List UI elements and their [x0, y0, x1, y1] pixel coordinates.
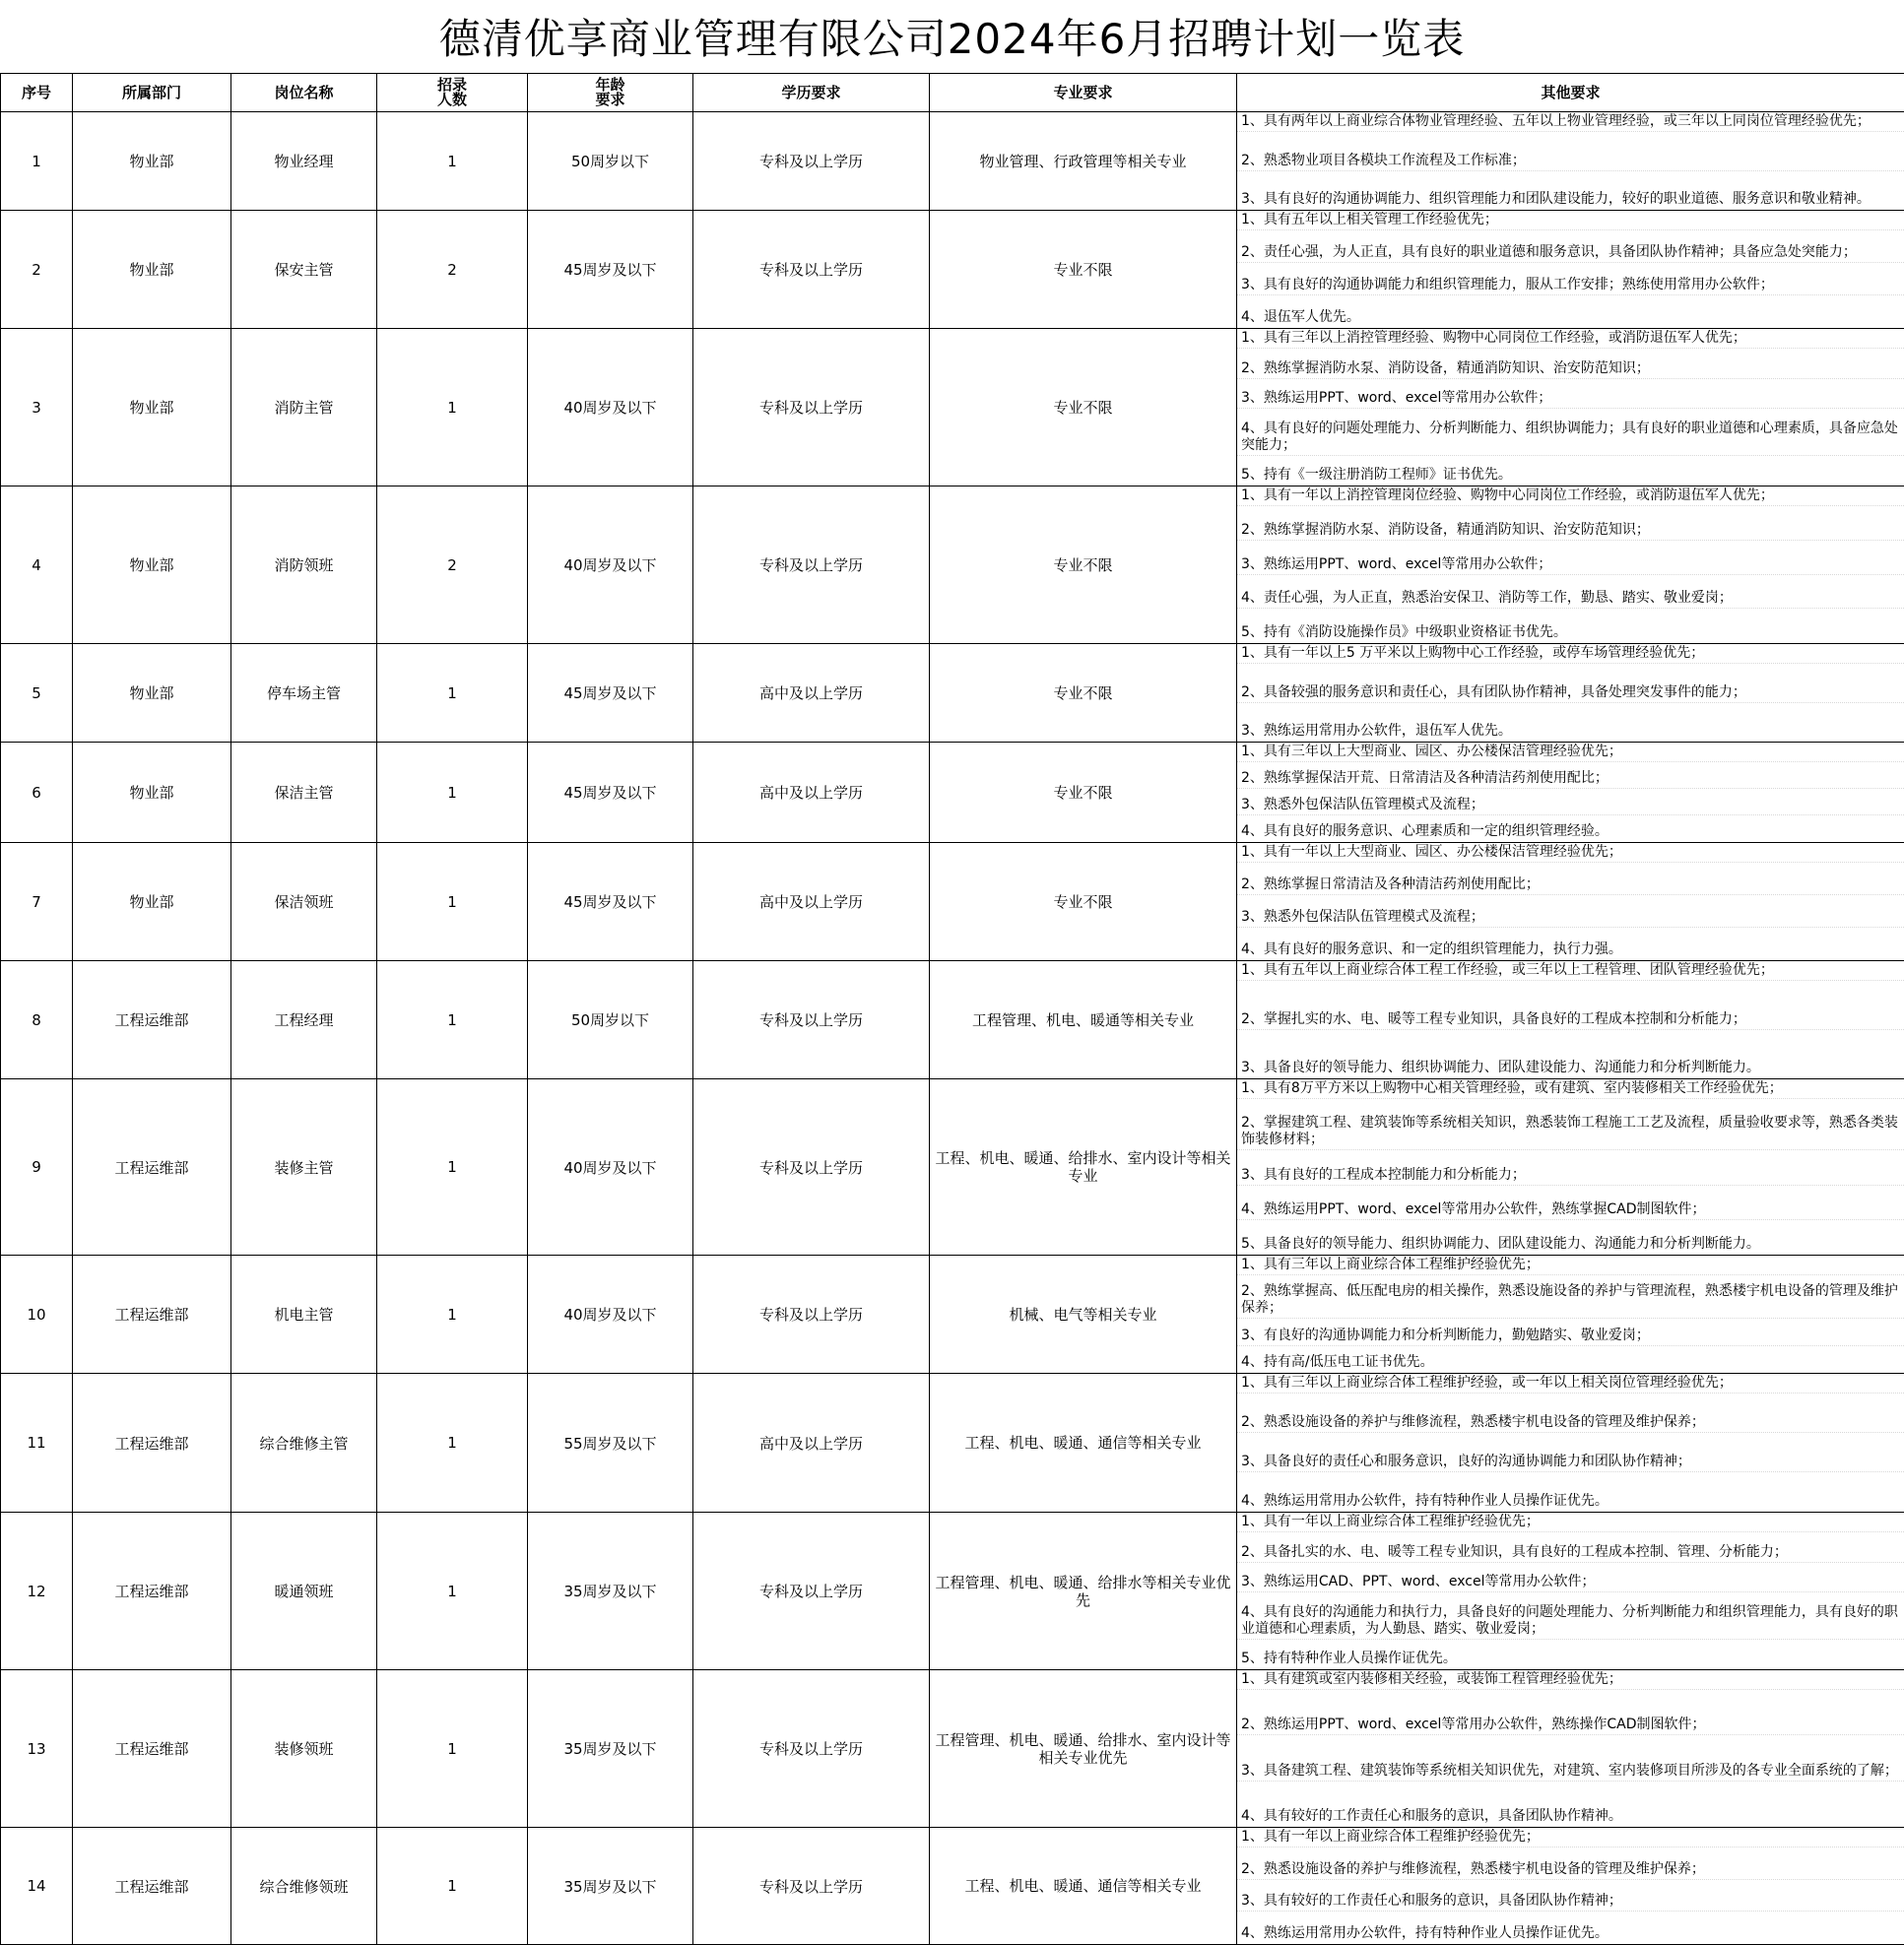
cell-seq: 12: [1, 1513, 73, 1670]
cell-major: 工程管理、机电、暖通、给排水、室内设计等相关专业优先: [930, 1670, 1237, 1828]
requirement-item: 4、具有良好的服务意识、心理素质和一定的组织管理经验。: [1237, 822, 1904, 841]
cell-dept: 工程运维部: [73, 1256, 231, 1374]
table-row: [1, 211, 1904, 329]
cell-edu: 专科及以上学历: [693, 329, 930, 486]
cell-age: 40周岁及以下: [528, 1256, 693, 1374]
cell-other: [1237, 112, 1904, 211]
requirement-item: 1、具有一年以上5 万平米以上购物中心工作经验，或停车场管理经验优先；: [1237, 644, 1904, 664]
requirement-item: 1、具有五年以上商业综合体工程工作经验，或三年以上工程管理、团队管理经验优先；: [1237, 961, 1904, 981]
cell-post: 装修领班: [231, 1670, 377, 1828]
requirements-list: [1237, 1513, 1904, 1668]
cell-post: 综合维修领班: [231, 1828, 377, 1945]
cell-seq: 1: [1, 112, 73, 211]
requirement-item: 2、掌握建筑工程、建筑装饰等系统相关知识，熟悉装饰工程施工工艺及流程，质量验收要求等，熟悉各类装饰装修材料；: [1237, 1114, 1904, 1150]
cell-count: 1: [377, 1828, 528, 1945]
cell-seq: 2: [1, 211, 73, 329]
cell-major: 物业管理、行政管理等相关专业: [930, 112, 1237, 211]
cell-seq: 3: [1, 329, 73, 486]
cell-count: 2: [377, 211, 528, 329]
cell-dept: 物业部: [73, 743, 231, 843]
cell-seq: 14: [1, 1828, 73, 1945]
cell-other: [1237, 211, 1904, 329]
cell-other: [1237, 329, 1904, 486]
cell-other: [1237, 1256, 1904, 1374]
cell-edu: 专科及以上学历: [693, 1079, 930, 1256]
cell-major: 工程、机电、暖通、通信等相关专业: [930, 1828, 1237, 1945]
requirement-item: 1、具有一年以上商业综合体工程维护经验优先；: [1237, 1513, 1904, 1532]
requirement-item: 1、具有三年以上商业综合体工程维护经验，或一年以上相关岗位管理经验优先；: [1237, 1374, 1904, 1394]
requirement-item: 3、熟练运用常用办公软件，退伍军人优先。: [1237, 722, 1904, 741]
table-row: [1, 486, 1904, 644]
cell-edu: 专科及以上学历: [693, 112, 930, 211]
requirement-item: 4、熟练运用常用办公软件，持有特种作业人员操作证优先。: [1237, 1492, 1904, 1511]
cell-major: 专业不限: [930, 211, 1237, 329]
requirement-item: 4、熟练运用PPT、word、excel等常用办公软件，熟练掌握CAD制图软件；: [1237, 1200, 1904, 1220]
requirement-item: 5、持有特种作业人员操作证优先。: [1237, 1650, 1904, 1668]
requirement-item: 4、具有良好的服务意识、和一定的组织管理能力，执行力强。: [1237, 940, 1904, 959]
cell-other: [1237, 644, 1904, 743]
page-title: 德清优享商业管理有限公司2024年6月招聘计划一览表: [0, 0, 1904, 74]
cell-dept: 物业部: [73, 211, 231, 329]
requirement-item: 4、退伍军人优先。: [1237, 308, 1904, 327]
cell-age: 50周岁以下: [528, 961, 693, 1079]
cell-dept: 物业部: [73, 843, 231, 961]
cell-dept: 工程运维部: [73, 1828, 231, 1945]
requirement-item: 3、熟练运用PPT、word、excel等常用办公软件；: [1237, 555, 1904, 575]
cell-edu: 专科及以上学历: [693, 1256, 930, 1374]
cell-count: 1: [377, 1079, 528, 1256]
requirement-item: 1、具有一年以上大型商业、园区、办公楼保洁管理经验优先；: [1237, 843, 1904, 863]
requirement-item: 2、熟悉设施设备的养护与维修流程，熟悉楼宇机电设备的管理及维护保养；: [1237, 1860, 1904, 1880]
cell-other: [1237, 961, 1904, 1079]
requirement-item: 5、持有《消防设施操作员》中级职业资格证书优先。: [1237, 623, 1904, 642]
requirement-item: 2、责任心强，为人正直，具有良好的职业道德和服务意识，具备团队协作精神；具备应急处突能力；: [1237, 243, 1904, 263]
cell-dept: 工程运维部: [73, 1513, 231, 1670]
requirement-item: 2、熟悉设施设备的养护与维修流程，熟悉楼宇机电设备的管理及维护保养；: [1237, 1413, 1904, 1433]
cell-count: 1: [377, 1670, 528, 1828]
cell-post: 消防主管: [231, 329, 377, 486]
requirement-item: 4、责任心强，为人正直，熟悉治安保卫、消防等工作，勤恳、踏实、敬业爱岗；: [1237, 589, 1904, 609]
requirement-item: 1、具有一年以上消控管理岗位经验、购物中心同岗位工作经验，或消防退伍军人优先；: [1237, 486, 1904, 506]
cell-major: 专业不限: [930, 644, 1237, 743]
recruitment-table: [0, 73, 1904, 1945]
requirements-list: [1237, 961, 1904, 1077]
cell-major: 机械、电气等相关专业: [930, 1256, 1237, 1374]
cell-edu: 专科及以上学历: [693, 1828, 930, 1945]
requirements-list: [1237, 743, 1904, 841]
requirement-item: 4、熟练运用常用办公软件，持有特种作业人员操作证优先。: [1237, 1924, 1904, 1943]
cell-edu: 专科及以上学历: [693, 1670, 930, 1828]
table-row: [1, 1670, 1904, 1828]
cell-age: 40周岁及以下: [528, 329, 693, 486]
cell-edu: 专科及以上学历: [693, 211, 930, 329]
cell-other: [1237, 1513, 1904, 1670]
table-row: [1, 1079, 1904, 1256]
header-dept: 所属部门: [73, 74, 231, 112]
requirement-item: 3、有良好的沟通协调能力和分析判断能力，勤勉踏实、敬业爱岗；: [1237, 1327, 1904, 1346]
requirement-item: 2、熟练掌握消防水泵、消防设备，精通消防知识、治安防范知识；: [1237, 521, 1904, 541]
cell-post: 工程经理: [231, 961, 377, 1079]
requirement-item: 3、具备良好的责任心和服务意识，良好的沟通协调能力和团队协作精神；: [1237, 1453, 1904, 1472]
requirement-item: 1、具有五年以上相关管理工作经验优先；: [1237, 211, 1904, 230]
cell-edu: 高中及以上学历: [693, 743, 930, 843]
cell-seq: 6: [1, 743, 73, 843]
header-age: [528, 74, 693, 112]
cell-seq: 10: [1, 1256, 73, 1374]
table-row: [1, 1513, 1904, 1670]
cell-other: [1237, 1828, 1904, 1945]
cell-major: 工程管理、机电、暖通等相关专业: [930, 961, 1237, 1079]
cell-count: 1: [377, 1256, 528, 1374]
requirement-item: 3、具有较好的工作责任心和服务的意识，具备团队协作精神；: [1237, 1892, 1904, 1912]
cell-count: 1: [377, 112, 528, 211]
cell-dept: 物业部: [73, 329, 231, 486]
requirements-list: [1237, 843, 1904, 959]
requirement-item: 2、熟练运用PPT、word、excel等常用办公软件，熟练操作CAD制图软件；: [1237, 1716, 1904, 1735]
requirement-item: 5、具备良好的领导能力、组织协调能力、团队建设能力、沟通能力和分析判断能力。: [1237, 1235, 1904, 1254]
header-other: 其他要求: [1237, 74, 1904, 112]
cell-dept: 物业部: [73, 486, 231, 644]
header-seq: 序号: [1, 74, 73, 112]
requirements-list: [1237, 1079, 1904, 1254]
header-count: [377, 74, 528, 112]
cell-post: 物业经理: [231, 112, 377, 211]
requirements-list: [1237, 644, 1904, 741]
requirement-item: 3、具有良好的沟通协调能力和组织管理能力，服从工作安排；熟练使用常用办公软件；: [1237, 276, 1904, 295]
header-post: 岗位名称: [231, 74, 377, 112]
requirements-list: [1237, 329, 1904, 485]
cell-dept: 工程运维部: [73, 1374, 231, 1513]
cell-age: 45周岁及以下: [528, 211, 693, 329]
requirement-item: 3、具有良好的工程成本控制能力和分析能力；: [1237, 1166, 1904, 1186]
requirement-item: 2、熟练掌握消防水泵、消防设备，精通消防知识、治安防范知识；: [1237, 359, 1904, 379]
cell-other: [1237, 486, 1904, 644]
cell-edu: 高中及以上学历: [693, 1374, 930, 1513]
requirement-item: 4、具有良好的沟通能力和执行力，具备良好的问题处理能力、分析判断能力和组织管理能力，具有良好的职业道德和心理素质，为人勤恳、踏实、敬业爱岗；: [1237, 1603, 1904, 1640]
cell-major: 专业不限: [930, 743, 1237, 843]
cell-edu: 专科及以上学历: [693, 486, 930, 644]
cell-seq: 13: [1, 1670, 73, 1828]
cell-count: 1: [377, 644, 528, 743]
cell-edu: 高中及以上学历: [693, 644, 930, 743]
requirement-item: 2、熟练掌握日常清洁及各种清洁药剂使用配比；: [1237, 875, 1904, 895]
header-major: 专业要求: [930, 74, 1237, 112]
cell-post: 保洁领班: [231, 843, 377, 961]
requirement-item: 5、持有《一级注册消防工程师》证书优先。: [1237, 466, 1904, 485]
cell-post: 停车场主管: [231, 644, 377, 743]
requirement-item: 4、具有良好的问题处理能力、分析判断能力、组织协调能力；具有良好的职业道德和心理素质，具备应急处突能力；: [1237, 420, 1904, 456]
requirement-item: 2、具备较强的服务意识和责任心，具有团队协作精神，具备处理突发事件的能力；: [1237, 683, 1904, 703]
requirement-item: 1、具有建筑或室内装修相关经验，或装饰工程管理经验优先；: [1237, 1670, 1904, 1690]
cell-dept: 物业部: [73, 644, 231, 743]
cell-major: 专业不限: [930, 329, 1237, 486]
requirement-item: 1、具有三年以上消控管理经验、购物中心同岗位工作经验，或消防退伍军人优先；: [1237, 329, 1904, 349]
cell-other: [1237, 1374, 1904, 1513]
requirement-item: 1、具有两年以上商业综合体物业管理经验、五年以上物业管理经验，或三年以上同岗位管理经验优先；: [1237, 112, 1904, 132]
cell-major: 专业不限: [930, 843, 1237, 961]
cell-dept: 工程运维部: [73, 1670, 231, 1828]
table-row: [1, 644, 1904, 743]
cell-age: 55周岁及以下: [528, 1374, 693, 1513]
cell-age: 35周岁及以下: [528, 1513, 693, 1670]
cell-other: [1237, 1670, 1904, 1828]
cell-seq: 4: [1, 486, 73, 644]
requirement-item: 1、具有一年以上商业综合体工程维护经验优先；: [1237, 1828, 1904, 1848]
header-count-line2: 人数: [377, 93, 527, 107]
cell-seq: 11: [1, 1374, 73, 1513]
table-row: [1, 112, 1904, 211]
requirement-item: 1、具有三年以上商业综合体工程维护经验优先；: [1237, 1256, 1904, 1275]
cell-count: 1: [377, 843, 528, 961]
cell-post: 消防领班: [231, 486, 377, 644]
cell-edu: 专科及以上学历: [693, 961, 930, 1079]
cell-major: 工程、机电、暖通、给排水、室内设计等相关专业: [930, 1079, 1237, 1256]
table-row: [1, 961, 1904, 1079]
requirement-item: 3、熟悉外包保洁队伍管理模式及流程；: [1237, 908, 1904, 928]
requirement-item: 3、熟练运用PPT、word、excel等常用办公软件；: [1237, 389, 1904, 409]
requirement-item: 2、具备扎实的水、电、暖等工程专业知识，具有良好的工程成本控制、管理、分析能力；: [1237, 1543, 1904, 1563]
requirement-item: 3、具有良好的沟通协调能力、组织管理能力和团队建设能力，较好的职业道德、服务意识和敬业精神。: [1237, 190, 1904, 209]
cell-age: 45周岁及以下: [528, 843, 693, 961]
cell-post: 保安主管: [231, 211, 377, 329]
cell-dept: 工程运维部: [73, 961, 231, 1079]
table-row: [1, 329, 1904, 486]
cell-dept: 工程运维部: [73, 1079, 231, 1256]
requirements-list: [1237, 1670, 1904, 1826]
table-row: [1, 1828, 1904, 1945]
requirement-item: 4、具有较好的工作责任心和服务的意识，具备团队协作精神。: [1237, 1807, 1904, 1826]
cell-post: 机电主管: [231, 1256, 377, 1374]
cell-age: 45周岁及以下: [528, 743, 693, 843]
requirement-item: 3、熟练运用CAD、PPT、word、excel等常用办公软件；: [1237, 1573, 1904, 1592]
requirement-item: 3、熟悉外包保洁队伍管理模式及流程；: [1237, 796, 1904, 815]
cell-count: 1: [377, 1374, 528, 1513]
header-count-line1: 招录: [377, 78, 527, 93]
cell-other: [1237, 843, 1904, 961]
header-row: [1, 74, 1904, 112]
table-row: [1, 843, 1904, 961]
cell-count: 1: [377, 743, 528, 843]
cell-post: 暖通领班: [231, 1513, 377, 1670]
cell-count: 1: [377, 1513, 528, 1670]
table-row: [1, 743, 1904, 843]
cell-count: 1: [377, 329, 528, 486]
requirement-item: 2、掌握扎实的水、电、暖等工程专业知识，具备良好的工程成本控制和分析能力；: [1237, 1010, 1904, 1030]
header-age-line1: 年龄: [528, 78, 692, 93]
requirement-item: 2、熟悉物业项目各模块工作流程及工作标准；: [1237, 152, 1904, 171]
cell-seq: 7: [1, 843, 73, 961]
requirements-list: [1237, 1828, 1904, 1943]
cell-other: [1237, 743, 1904, 843]
requirements-list: [1237, 486, 1904, 642]
cell-seq: 8: [1, 961, 73, 1079]
cell-edu: 高中及以上学历: [693, 843, 930, 961]
cell-other: [1237, 1079, 1904, 1256]
cell-age: 35周岁及以下: [528, 1670, 693, 1828]
requirements-list: [1237, 1374, 1904, 1511]
cell-age: 40周岁及以下: [528, 486, 693, 644]
cell-post: 综合维修主管: [231, 1374, 377, 1513]
cell-age: 40周岁及以下: [528, 1079, 693, 1256]
header-edu: 学历要求: [693, 74, 930, 112]
cell-count: 1: [377, 961, 528, 1079]
requirements-list: [1237, 1256, 1904, 1372]
requirement-item: 3、具备建筑工程、建筑装饰等系统相关知识优先，对建筑、室内装修项目所涉及的各专业全面系统的了解；: [1237, 1762, 1904, 1782]
table-row: [1, 1256, 1904, 1374]
requirements-list: [1237, 211, 1904, 327]
cell-major: 专业不限: [930, 486, 1237, 644]
requirement-item: 1、具有8万平方米以上购物中心相关管理经验，或有建筑、室内装修相关工作经验优先；: [1237, 1079, 1904, 1099]
cell-age: 45周岁及以下: [528, 644, 693, 743]
cell-major: 工程、机电、暖通、通信等相关专业: [930, 1374, 1237, 1513]
cell-age: 35周岁及以下: [528, 1828, 693, 1945]
cell-edu: 专科及以上学历: [693, 1513, 930, 1670]
cell-seq: 9: [1, 1079, 73, 1256]
cell-dept: 物业部: [73, 112, 231, 211]
requirement-item: 1、具有三年以上大型商业、园区、办公楼保洁管理经验优先；: [1237, 743, 1904, 762]
requirement-item: 2、熟练掌握保洁开荒、日常清洁及各种清洁药剂使用配比；: [1237, 769, 1904, 789]
cell-age: 50周岁以下: [528, 112, 693, 211]
requirement-item: 3、具备良好的领导能力、组织协调能力、团队建设能力、沟通能力和分析判断能力。: [1237, 1059, 1904, 1077]
requirement-item: 2、熟练掌握高、低压配电房的相关操作，熟悉设施设备的养护与管理流程，熟悉楼宇机电设备的管理及维护保养；: [1237, 1282, 1904, 1319]
table-row: [1, 1374, 1904, 1513]
cell-count: 2: [377, 486, 528, 644]
requirements-list: [1237, 112, 1904, 209]
cell-post: 装修主管: [231, 1079, 377, 1256]
cell-post: 保洁主管: [231, 743, 377, 843]
header-age-line2: 要求: [528, 93, 692, 107]
cell-seq: 5: [1, 644, 73, 743]
requirement-item: 4、持有高/低压电工证书优先。: [1237, 1353, 1904, 1372]
cell-major: 工程管理、机电、暖通、给排水等相关专业优先: [930, 1513, 1237, 1670]
